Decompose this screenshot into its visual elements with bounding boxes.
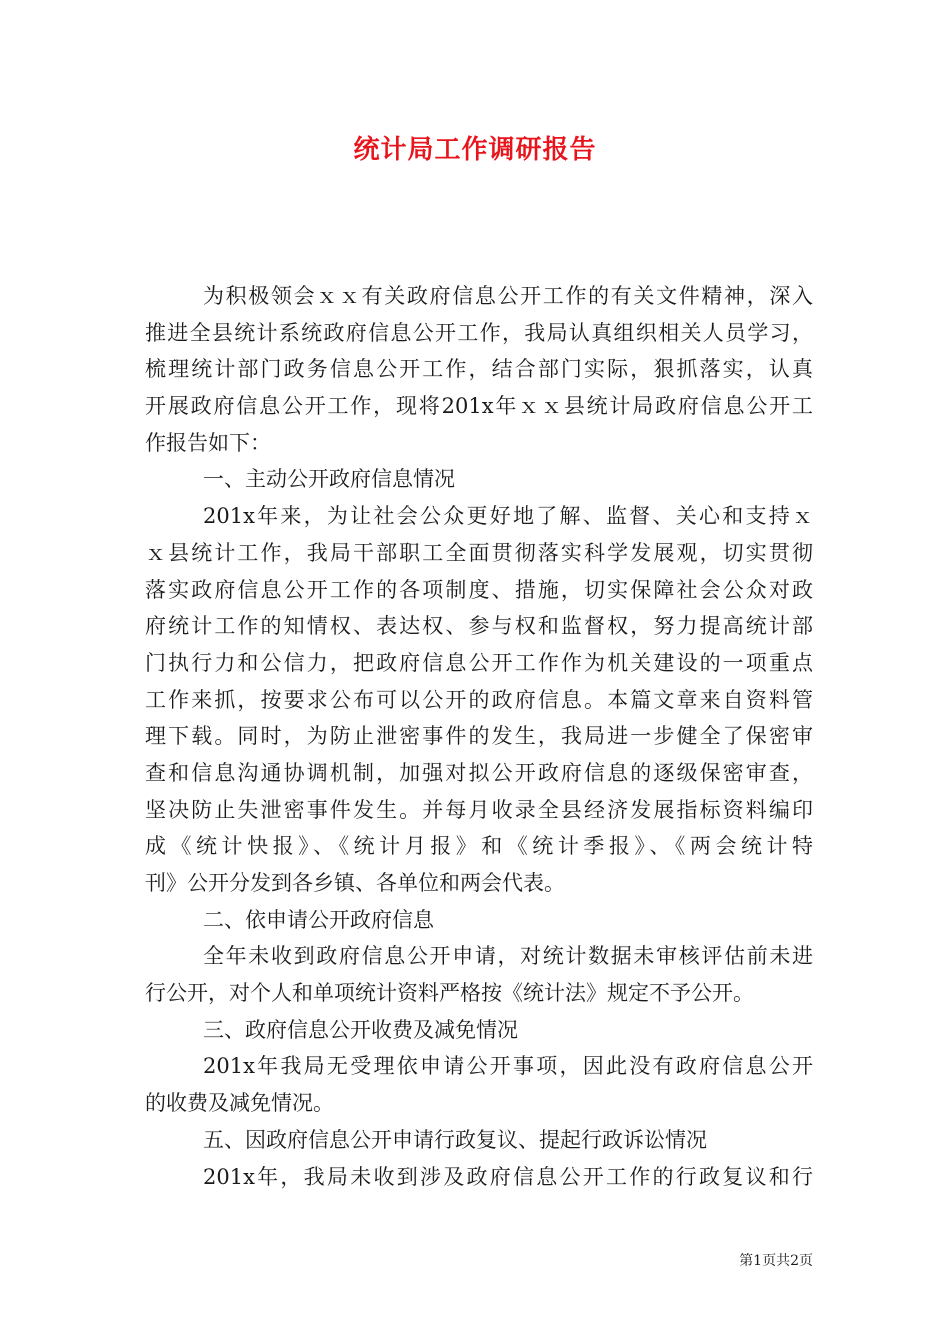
body-text-line: ｘ县统计工作，我局干部职工全面贯彻落实科学发展观，切实贯彻 [145,540,813,565]
body-text-line: 一、主动公开政府信息情况 [203,467,455,492]
body-text-line: 的收费及减免情况。 [145,1091,334,1116]
body-text-line: 查和信息沟通协调机制，加强对拟公开政府信息的逐级保密审查， [145,760,813,785]
body-text-line: 201x年我局无受理依申请公开事项，因此没有政府信息公开 [203,1054,813,1079]
body-text-line: 全年未收到政府信息公开申请，对统计数据未审核评估前未进 [203,944,813,969]
body-text-line: 开展政府信息公开工作，现将201x年ｘｘ县统计局政府信息公开工 [145,394,813,419]
body-text-line: 二、依申请公开政府信息 [203,907,434,932]
body-text-line: 为积极领会ｘｘ有关政府信息公开工作的有关文件精神，深入 [203,284,813,308]
body-text-line: 梳理统计部门政务信息公开工作，结合部门实际，狠抓落实，认真 [145,357,813,382]
body-text-line: 201x年，我局未收到涉及政府信息公开工作的行政复议和行 [203,1164,813,1189]
page-footer: 第1页共2页 [739,1253,813,1269]
body-text-line: 行公开，对个人和单项统计资料严格按《统计法》规定不予公开。 [145,981,754,1006]
body-text-line: 成《统计快报》、《统计月报》和《统计季报》、《两会统计特 [145,834,813,859]
body-text-line: 府统计工作的知情权、表达权、参与权和监督权，努力提高统计部 [145,614,813,639]
document-body [145,278,813,1195]
body-text-line: 作报告如下： [145,430,271,455]
body-text-line: 落实政府信息公开工作的各项制度、措施，切实保障社会公众对政 [145,577,813,602]
body-text-line: 理下载。同时，为防止泄密事件的发生，我局进一步健全了保密审 [145,724,813,749]
body-text-line: 工作来抓，按要求公布可以公开的政府信息。本篇文章来自资料管 [145,687,813,712]
body-text-line: 五、因政府信息公开申请行政复议、提起行政诉讼情况 [203,1127,707,1152]
body-text-line: 刊》公开分发到各乡镇、各单位和两会代表。 [145,871,565,895]
body-text-line: 坚决防止失泄密事件发生。并每月收录全县经济发展指标资料编印 [145,797,813,822]
body-text-line: 三、政府信息公开收费及减免情况 [203,1017,518,1042]
body-text-line: 推进全县统计系统政府信息公开工作，我局认真组织相关人员学习， [145,320,813,345]
document-title: 统计局工作调研报告 [353,135,597,165]
body-text-line: 门执行力和公信力，把政府信息公开工作作为机关建设的一项重点 [145,650,813,675]
body-text-line: 201x年来，为让社会公众更好地了解、监督、关心和支持ｘ [203,504,813,529]
